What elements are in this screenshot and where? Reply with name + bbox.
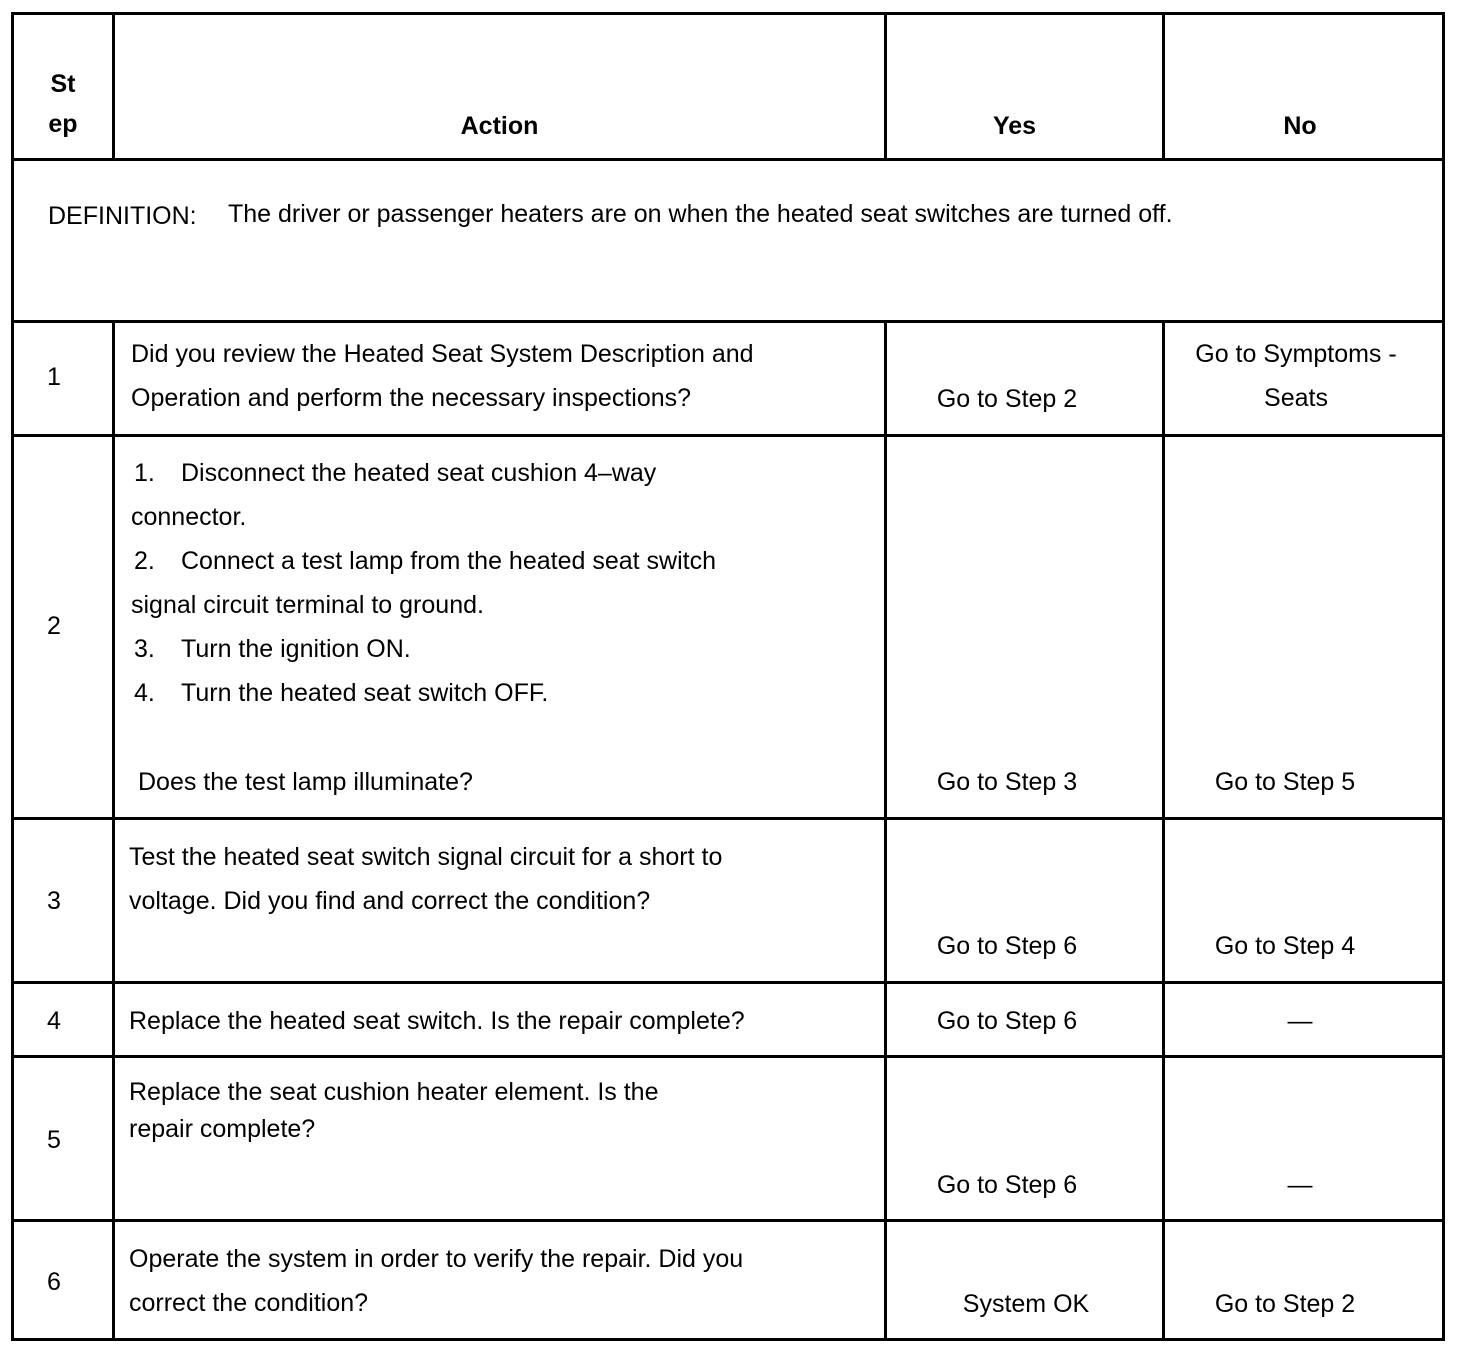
list-continuation: signal circuit terminal to ground.	[131, 591, 484, 619]
action-line: correct the condition?	[129, 1289, 369, 1317]
action-text	[131, 332, 754, 420]
header-no: No	[1283, 112, 1317, 140]
action-text	[129, 835, 722, 923]
no-result	[1165, 332, 1427, 420]
step-number: 6	[47, 1268, 61, 1296]
list-text: Connect a test lamp from the heated seat switch	[181, 547, 716, 575]
action-question: Does the test lamp illuminate?	[138, 768, 473, 796]
header-action: Action	[460, 112, 539, 140]
no-result: —	[1287, 1007, 1313, 1035]
action-text	[129, 1074, 659, 1148]
header-yes: Yes	[992, 112, 1037, 140]
no-result: —	[1287, 1171, 1313, 1199]
row-divider	[11, 817, 1445, 820]
action-line: voltage. Did you find and correct the condition?	[129, 887, 651, 915]
table-border-right	[1442, 12, 1445, 1341]
header-divider	[11, 158, 1445, 161]
step-number: 4	[47, 1007, 61, 1035]
list-text: Turn the ignition ON.	[181, 635, 411, 663]
action-line: Replace the seat cushion heater element. Is the	[129, 1078, 659, 1106]
action-line: Operate the system in order to verify the repair. Did you	[129, 1245, 744, 1273]
action-line: Test the heated seat switch signal circuit for a short to	[129, 843, 723, 871]
list-item	[131, 539, 716, 583]
yes-result: Go to Step 2	[936, 385, 1078, 413]
no-result-line: Seats	[1264, 384, 1328, 412]
list-number: 1.	[134, 459, 155, 487]
definition-label: DEFINITION:	[48, 202, 197, 230]
action-text: Replace the heated seat switch. Is the repair complete?	[129, 1007, 745, 1035]
table-border-top	[11, 12, 1445, 15]
list-item	[131, 671, 716, 715]
yes-result: Go to Step 6	[936, 932, 1078, 960]
step-number: 3	[47, 887, 61, 915]
list-continuation: connector.	[131, 503, 247, 531]
no-result: Go to Step 5	[1214, 768, 1356, 796]
list-number: 3.	[134, 635, 155, 663]
yes-result: Go to Step 3	[936, 768, 1078, 796]
row-divider	[11, 1055, 1445, 1058]
yes-result: System OK	[962, 1290, 1090, 1318]
header-step-line2: ep	[48, 110, 78, 138]
list-item	[131, 627, 716, 671]
action-line: Operation and perform the necessary inspections?	[131, 384, 692, 412]
step-number: 1	[47, 363, 61, 391]
row-divider	[11, 1219, 1445, 1222]
row-divider	[11, 434, 1445, 437]
list-text: Disconnect the heated seat cushion 4–way	[181, 459, 657, 487]
definition-text: The driver or passenger heaters are on when the heated seat switches are turned off.	[228, 200, 1173, 228]
action-line: repair complete?	[129, 1115, 316, 1143]
diagnostic-table	[11, 12, 1445, 1341]
no-result-line: Go to Symptoms -	[1195, 340, 1397, 368]
list-number: 4.	[134, 679, 155, 707]
header-step-line1: St	[50, 70, 76, 98]
list-number: 2.	[134, 547, 155, 575]
list-item	[131, 451, 716, 495]
action-text	[129, 1237, 743, 1325]
header-step	[14, 64, 112, 144]
step-number: 5	[47, 1126, 61, 1154]
definition-divider	[11, 320, 1445, 323]
list-text: Turn the heated seat switch OFF.	[181, 679, 549, 707]
yes-result: Go to Step 6	[936, 1007, 1078, 1035]
yes-result: Go to Step 6	[936, 1171, 1078, 1199]
table-border-bottom	[11, 1338, 1445, 1341]
step-number: 2	[47, 612, 61, 640]
no-result: Go to Step 4	[1214, 932, 1356, 960]
col-divider-step	[112, 320, 115, 1341]
action-line: Did you review the Heated Seat System Description and	[131, 340, 754, 368]
row-divider	[11, 981, 1445, 984]
no-result: Go to Step 2	[1214, 1290, 1356, 1318]
action-steps	[131, 451, 716, 715]
